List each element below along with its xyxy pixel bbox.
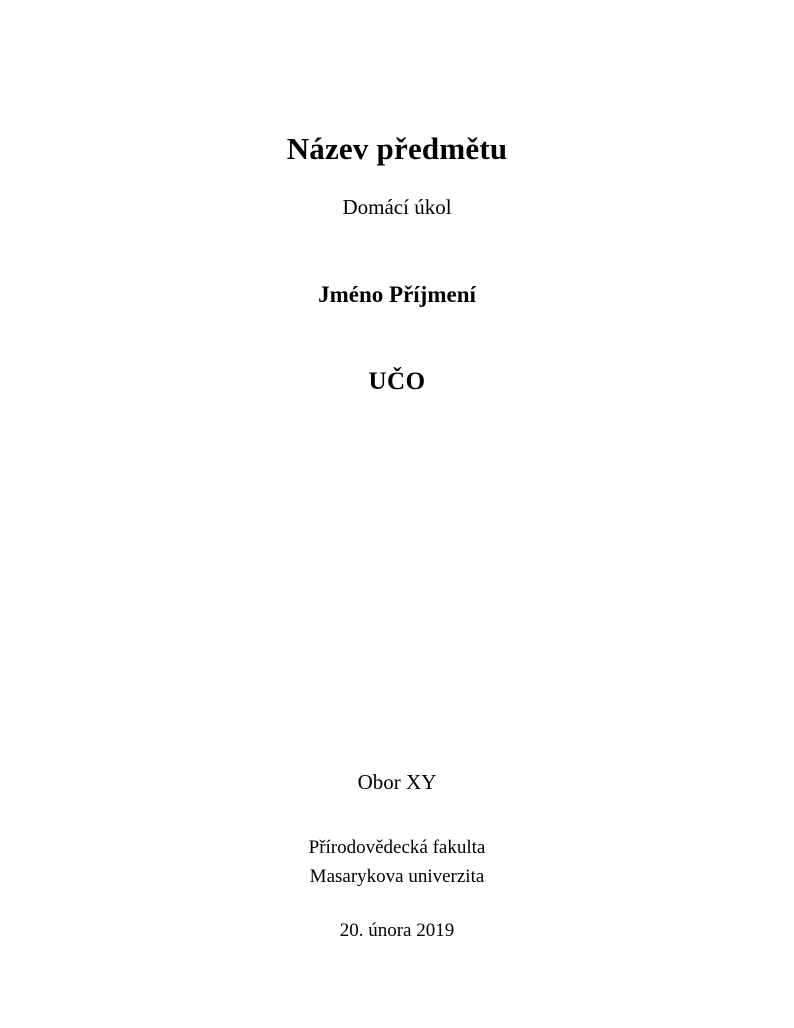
university-name: Masarykova univerzita — [309, 866, 485, 888]
student-id-label: UČO — [368, 368, 426, 396]
study-program: Obor XY — [357, 770, 437, 794]
title-block — [0, 130, 794, 396]
document-date: 20. února 2019 — [339, 919, 455, 941]
page-title: Název předmětu — [286, 131, 508, 166]
footer-block — [0, 770, 794, 942]
document-subtitle: Domácí úkol — [342, 195, 452, 220]
author-name: Jméno Příjmení — [318, 282, 476, 308]
faculty-name: Přírodovědecká fakulta — [308, 837, 486, 858]
